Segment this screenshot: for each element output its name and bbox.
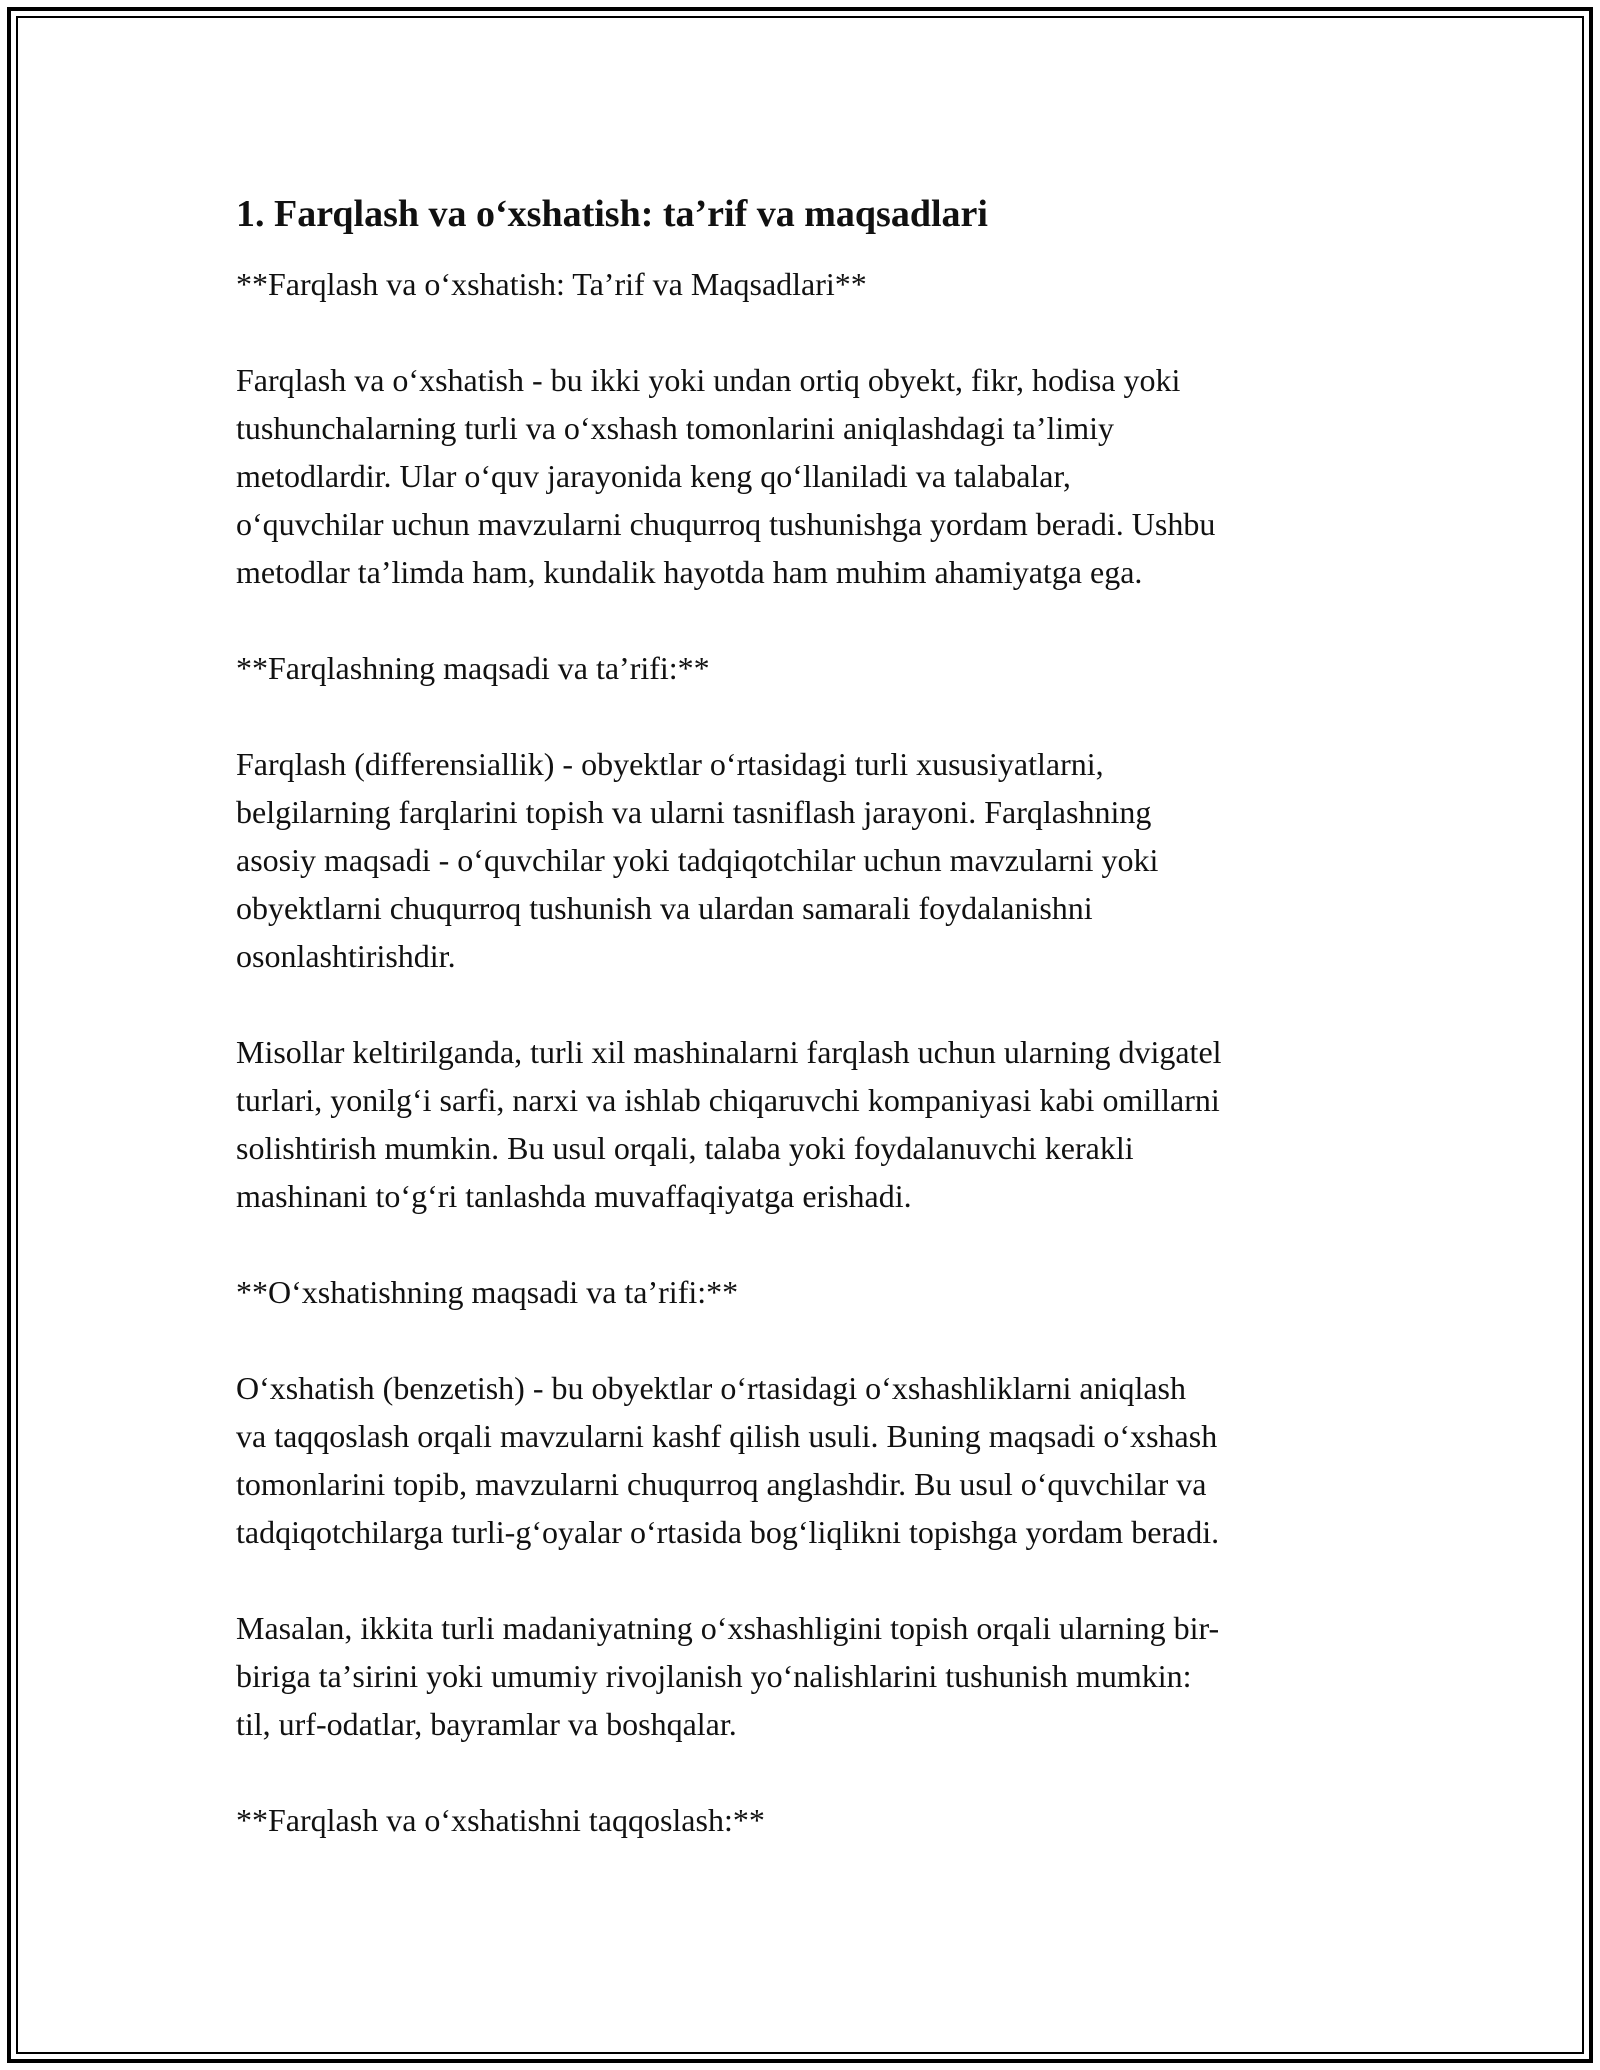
paragraph-line: obyektlarni chuqurroq tushunish va ulardan samarali foydalanishni — [236, 890, 1093, 926]
paragraph — [236, 260, 1386, 308]
paragraph — [236, 644, 1386, 692]
paragraph-line: tomonlarini topib, mavzularni chuqurroq anglashdir. Bu usul oʻquvchilar va — [236, 1466, 1207, 1502]
paragraph-line: oʻquvchilar uchun mavzularni chuqurroq tushunishga yordam beradi. Ushbu — [236, 506, 1216, 542]
paragraph-line: biriga taʼsirini yoki umumiy rivojlanish yoʻnalishlarini tushunish mumkin: — [236, 1658, 1192, 1694]
paragraph — [236, 1364, 1386, 1556]
paragraph — [236, 1268, 1386, 1316]
paragraph-line: Farqlash (differensiallik) - obyektlar oʻrtasidagi turli xususiyatlarni, — [236, 746, 1104, 782]
paragraph — [236, 1796, 1386, 1844]
paragraph-line: **Farqlash va oʻxshatishni taqqoslash:** — [236, 1802, 765, 1838]
paragraph — [236, 1604, 1386, 1748]
paragraph — [236, 1028, 1386, 1220]
paragraph-line: solishtirish mumkin. Bu usul orqali, talaba yoki foydalanuvchi kerakli — [236, 1130, 1134, 1166]
paragraph-line: **Oʻxshatishning maqsadi va taʼrifi:** — [236, 1274, 739, 1310]
paragraph-line: belgilarning farqlarini topish va ularni tasniflash jarayoni. Farqlashning — [236, 794, 1152, 830]
paragraph-line: Oʻxshatish (benzetish) - bu obyektlar oʻrtasidagi oʻxshashliklarni aniqlash — [236, 1370, 1186, 1406]
paragraph-line: Masalan, ikkita turli madaniyatning oʻxshashligini topish orqali ularning bir- — [236, 1610, 1220, 1646]
paragraph-line: Farqlash va oʻxshatish - bu ikki yoki undan ortiq obyekt, fikr, hodisa yoki — [236, 362, 1181, 398]
paragraph-line: metodlar taʼlimda ham, kundalik hayotda ham muhim ahamiyatga ega. — [236, 554, 1143, 590]
paragraph-line: **Farqlashning maqsadi va taʼrifi:** — [236, 650, 710, 686]
section-heading: 1. Farqlash va oʻxshatish: taʼrif va maqsadlari — [236, 193, 988, 235]
paragraph-line: **Farqlash va oʻxshatish: Taʼrif va Maqsadlari** — [236, 266, 867, 302]
document-body — [236, 186, 1386, 1892]
paragraph — [236, 740, 1386, 980]
paragraph-line: va taqqoslash orqali mavzularni kashf qilish usuli. Buning maqsadi oʻxshash — [236, 1418, 1218, 1454]
paragraph-line: metodlardir. Ular oʻquv jarayonida keng qoʻllaniladi va talabalar, — [236, 458, 1071, 494]
paragraph-line: asosiy maqsadi - oʻquvchilar yoki tadqiqotchilar uchun mavzularni yoki — [236, 842, 1159, 878]
paragraph-line: turlari, yonilgʻi sarfi, narxi va ishlab chiqaruvchi kompaniyasi kabi omillarni — [236, 1082, 1220, 1118]
paragraph-line: Misollar keltirilganda, turli xil mashinalarni farqlash uchun ularning dvigatel — [236, 1034, 1222, 1070]
paragraph-line: tadqiqotchilarga turli-gʻoyalar oʻrtasida bogʻliqlikni topishga yordam beradi. — [236, 1514, 1220, 1550]
paragraph — [236, 356, 1386, 596]
paragraph-line: osonlashtirishdir. — [236, 938, 456, 974]
paragraph-list — [236, 260, 1386, 1844]
paragraph-line: til, urf-odatlar, bayramlar va boshqalar. — [236, 1706, 737, 1742]
paragraph-line: tushunchalarning turli va oʻxshash tomonlarini aniqlashdagi taʼlimiy — [236, 410, 1115, 446]
paragraph-line: mashinani toʻgʻri tanlashda muvaffaqiyatga erishadi. — [236, 1178, 912, 1214]
